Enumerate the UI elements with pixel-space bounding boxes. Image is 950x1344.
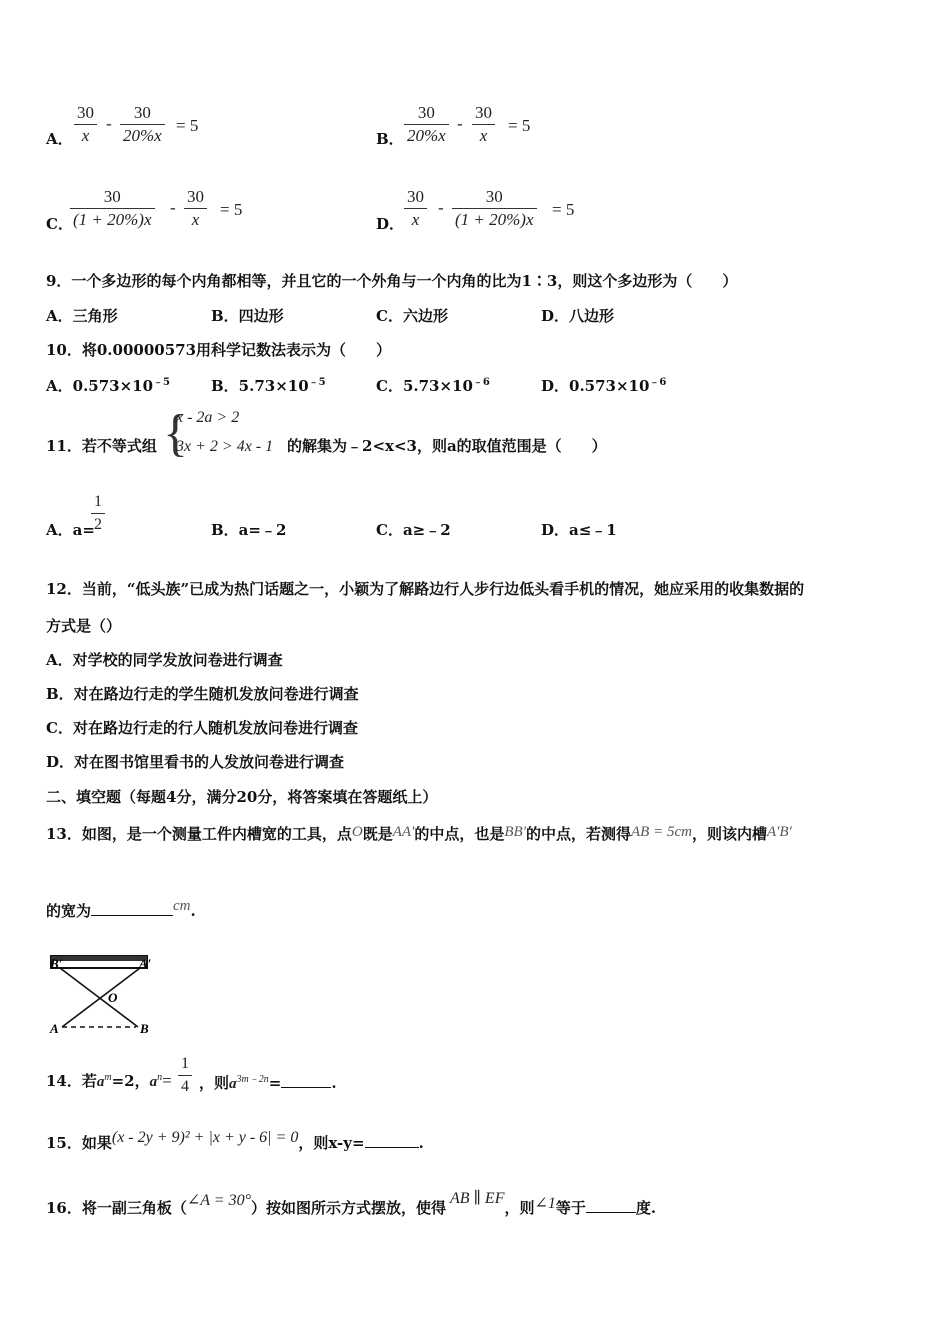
q13-figure [46, 950, 156, 1040]
q8-option-a-label: A． [46, 130, 73, 148]
q8-option-c-minus: - [170, 198, 176, 217]
q10-stem: 10．将0.00000573用科学记数法表示为（ ） [46, 341, 392, 359]
q8-option-c-fraction-1: $\frac{30}{(1 + 20\%)x}$ [70, 187, 155, 230]
q8-option-a-fraction-2: $\frac{30}{20\%x}$ [120, 103, 165, 146]
q15-answer-blank[interactable] [365, 1147, 419, 1148]
q16-angle-1: ∠1 [534, 1195, 556, 1212]
q8-option-d-rhs: = 5 [552, 200, 575, 219]
q10-option-a: A．$0.573\times 10^{﹣5}$ [46, 377, 171, 395]
q8-option-d-fraction-1: $\frac{30}{x}$ [404, 187, 427, 230]
section-2-heading: 二、填空题（每题4分，满分20分，将答案填在答题纸上） [46, 788, 438, 806]
q14-answer-blank[interactable] [281, 1087, 331, 1088]
q11-option-d: D．a≤﹣1 [541, 521, 617, 539]
q13-figure-label-b1: B′ [50, 956, 63, 971]
q8-option-b-minus: - [457, 114, 463, 133]
q13-figure-label-a1: A′ [139, 956, 152, 971]
q13-stem-line-1: 13．如图，是一个测量工件内槽宽的工具，点O既是AA′的中点，也是BB′的中点，若测得AB = 5cm，则该内槽A′B′ [46, 824, 792, 843]
q11-inequality-1: x - 2a > 2 [176, 409, 240, 426]
q12-option-b: B．对在路边行走的学生随机发放问卷进行调查 [46, 685, 359, 703]
q16-parallel: AB ∥ EF [449, 1190, 505, 1207]
q11-brace: { [163, 405, 188, 462]
q8-option-b-fraction-2: $\frac{30}{x}$ [472, 103, 495, 146]
q15-stem: 15．如果(x - 2y + 9)² + |x + y - 6| = 0，则x-y= . [46, 1129, 424, 1152]
q11-inequality-2: 3x + 2 > 4x - 1 [176, 438, 274, 455]
q8-option-a-rhs: = 5 [176, 116, 199, 135]
q8-option-c-label: C． [46, 215, 73, 233]
q11-stem-suffix: 的解集为﹣2<x<3，则a的取值范围是（ ） [287, 437, 607, 455]
q12-option-c: C．对在路边行走的行人随机发放问卷进行调查 [46, 719, 358, 737]
q13-figure-line-aa [62, 968, 140, 1027]
q16-stem: 16．将一副三角板（∠A = 30°）按如图所示方式摆放，使得AB ∥ EF，则∠1等于 度. [46, 1190, 657, 1217]
q14-stem-part-1: 14．若$a^m=2$，$a^n=$ [46, 1071, 172, 1090]
q8-option-b-rhs: = 5 [508, 116, 531, 135]
q9-option-c: C．六边形 [376, 307, 448, 325]
q8-option-a-fraction-1: $\frac{30}{x}$ [74, 103, 97, 146]
q10-option-c: C．$5.73\times 10^{﹣6}$ [376, 377, 490, 395]
q13-figure-label-a: A [50, 1021, 59, 1036]
q8-option-c-rhs: = 5 [220, 200, 243, 219]
q9-stem: 9．一个多边形的每个内角都相等，并且它的一个外角与一个内角的比为1∶3，则这个多边形为（ ） [46, 272, 738, 290]
q13-figure-label-b: B [140, 1021, 149, 1036]
q11-stem-prefix: 11．若不等式组 [46, 437, 157, 455]
q11-option-b: B．a=﹣2 [211, 521, 287, 539]
q8-option-a-minus: - [106, 114, 112, 133]
q8-option-c-fraction-2: $\frac{30}{x}$ [184, 187, 207, 230]
q13-figure-label-o: O [108, 990, 118, 1005]
q9-option-d: D．八边形 [541, 307, 615, 325]
q9-option-b: B．四边形 [211, 307, 284, 325]
q9-option-a: A．三角形 [46, 307, 118, 325]
q16-answer-blank[interactable] [586, 1212, 636, 1213]
q10-option-d: D．$0.573\times 10^{﹣6}$ [541, 377, 667, 395]
q8-option-d-fraction-2: $\frac{30}{(1 + 20\%)x}$ [452, 187, 537, 230]
q8-option-d-minus: - [438, 198, 444, 217]
q11-option-a-fraction: $\frac{1}{2}$ [91, 492, 105, 535]
q12-option-a: A．对学校的同学发放问卷进行调查 [46, 651, 283, 669]
q12-stem-line-2: 方式是（） [46, 617, 122, 635]
q15-expression: (x - 2y + 9)² + |x + y - 6| = 0 [111, 1129, 299, 1146]
q8-option-d-label: D． [376, 215, 405, 233]
q13-figure-line-bb [60, 968, 138, 1027]
q12-option-d: D．对在图书馆里看书的人发放问卷进行调查 [46, 753, 345, 771]
q14-stem-part-2: ，则$a^{3m﹣2n}=$ . [199, 1074, 337, 1092]
q12-stem-line-1: 12．当前，“低头族”已成为热门话题之一，小颖为了解路边行人步行边低头看手机的情况，她应采用的收集数据的 [46, 580, 805, 598]
q11-option-a-label: A．a= [46, 521, 95, 539]
q13-figure-groove-top [51, 956, 147, 961]
q10-option-b: B．$5.73\times 10^{﹣5}$ [211, 377, 326, 395]
q8-option-b-label: B． [376, 130, 404, 148]
q13-answer-blank[interactable] [91, 915, 173, 916]
q11-option-c: C．a≥﹣2 [376, 521, 451, 539]
q14-fraction: $\frac{1}{4}$ [178, 1054, 192, 1097]
q13-stem-line-2: 的宽为 cm. [46, 898, 196, 920]
q8-option-b-fraction-1: $\frac{30}{20\%x}$ [404, 103, 449, 146]
q16-angle-a: ∠A = 30° [186, 1192, 251, 1209]
